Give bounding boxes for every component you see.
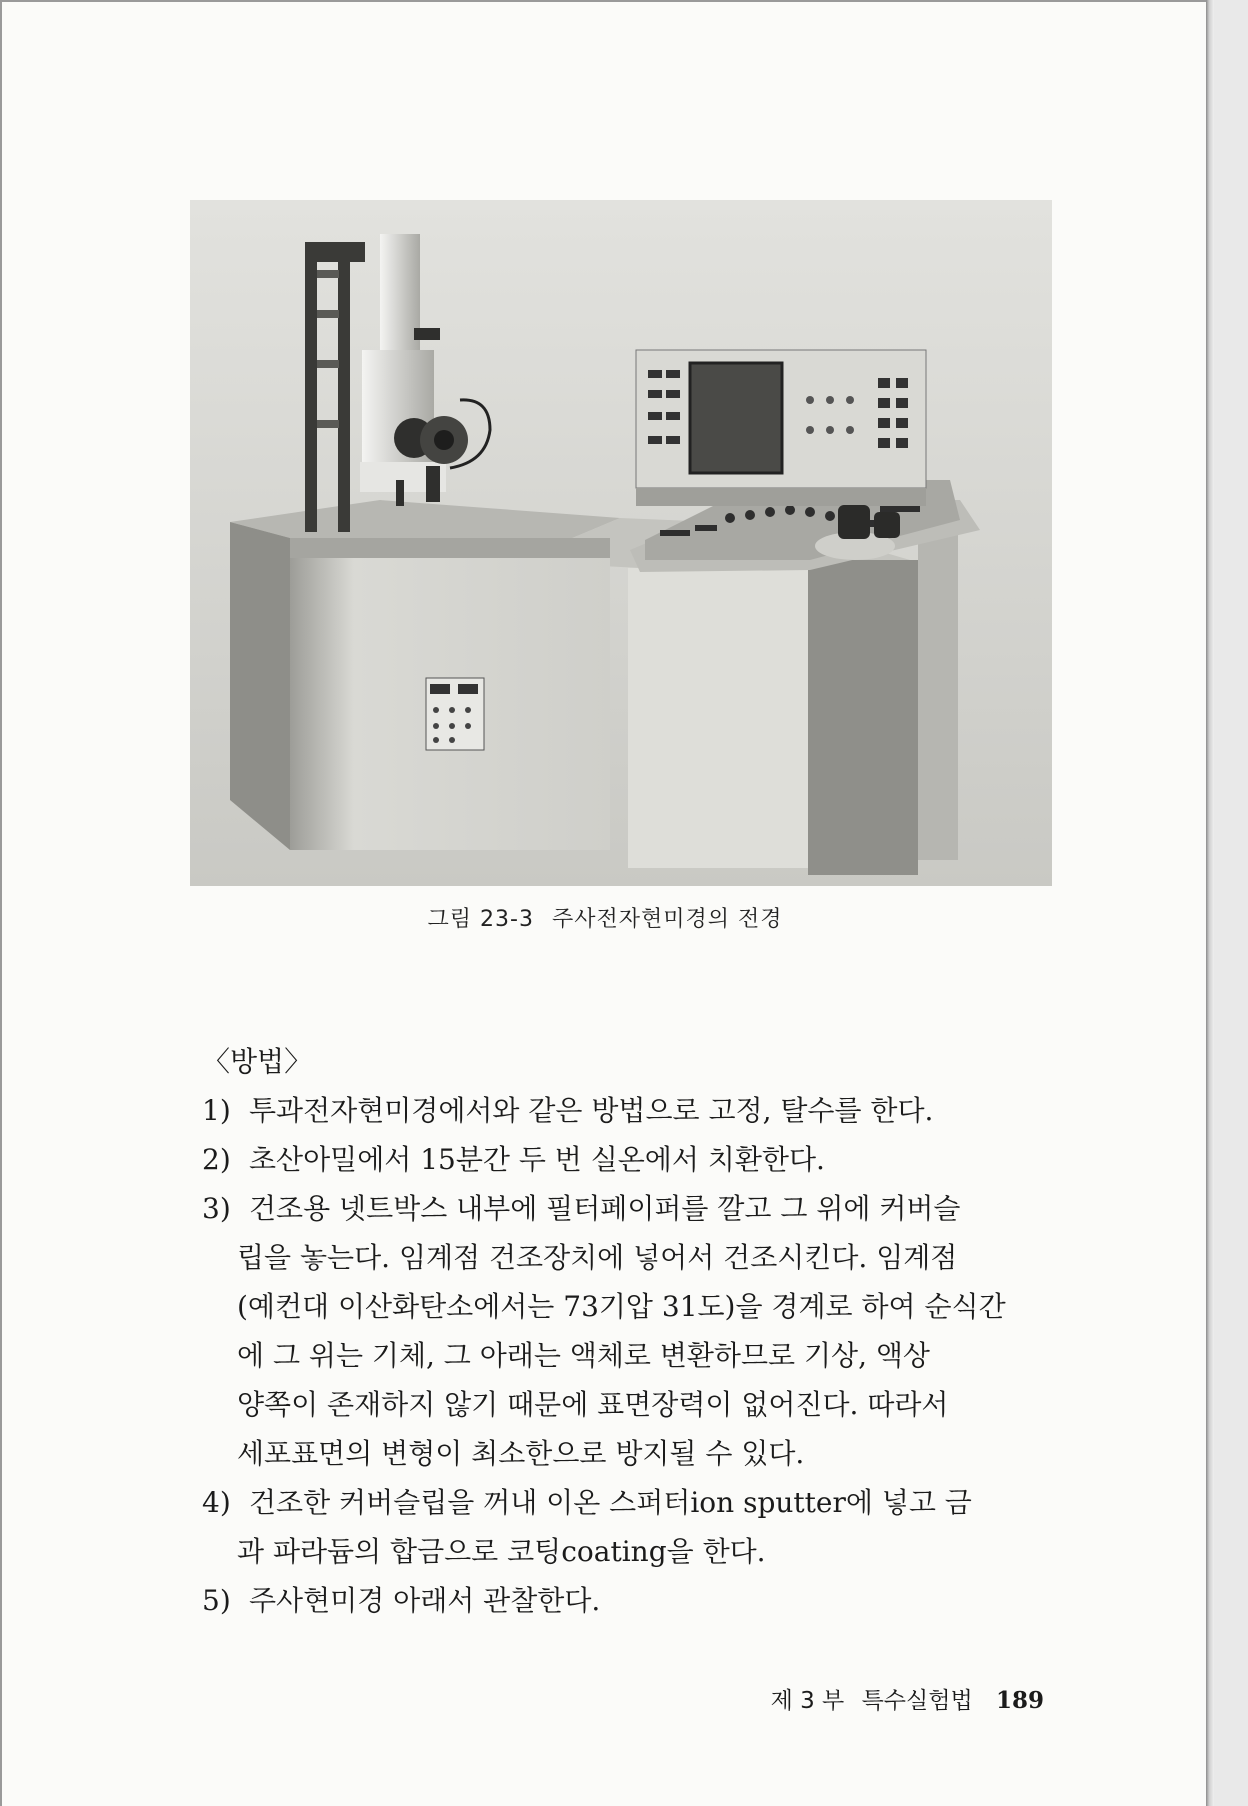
step-number: 2) [202, 1143, 231, 1176]
step-text-line: 과 파라듐의 합금으로 코팅coating을 한다. [237, 1535, 766, 1568]
figure-caption [2, 902, 1208, 933]
sem-photograph [190, 200, 1052, 886]
step-text: 초산아밀에서 15분간 두 번 실온에서 치환한다. [249, 1143, 825, 1176]
method-steps [202, 1086, 1087, 1625]
step-number: 1) [202, 1094, 231, 1127]
step-text-line: (예컨대 이산화탄소에서는 73기압 31도)을 경계로 하여 순식간 [237, 1290, 1006, 1323]
step-text-line: 양쪽이 존재하지 않기 때문에 표면장력이 없어진다. 따라서 [237, 1388, 949, 1421]
step-number: 5) [202, 1584, 231, 1617]
step-number: 4) [202, 1486, 231, 1519]
step-1 [202, 1086, 1087, 1135]
step-text-line: 세포표면의 변형이 최소한으로 방지될 수 있다. [237, 1437, 805, 1470]
footer-chapter: 특수실험법 [861, 1688, 973, 1714]
figure-label: 그림 23-3 [427, 907, 534, 932]
footer-part: 제 3 부 [770, 1688, 845, 1714]
running-footer [761, 1682, 1044, 1715]
step-text-line: 립을 놓는다. 임계점 건조장치에 넣어서 건조시킨다. 임계점 [237, 1241, 958, 1274]
step-4 [202, 1478, 1087, 1576]
step-3 [202, 1184, 1087, 1478]
page-edge-shadow [1206, 0, 1214, 1806]
step-number: 3) [202, 1192, 231, 1225]
sem-illustration [190, 200, 1052, 886]
page-number: 189 [995, 1687, 1044, 1714]
step-text-line: 에 그 위는 기체, 그 아래는 액체로 변환하므로 기상, 액상 [237, 1339, 930, 1372]
step-text: 건조한 커버슬립을 꺼내 이온 스퍼터ion sputter에 넣고 금 [249, 1486, 972, 1519]
step-text: 투과전자현미경에서와 같은 방법으로 고정, 탈수를 한다. [249, 1094, 934, 1127]
step-text: 주사현미경 아래서 관찰한다. [249, 1584, 601, 1617]
figure-title: 주사전자현미경의 전경 [551, 907, 783, 932]
step-2 [202, 1135, 1087, 1184]
step-text: 건조용 넷트박스 내부에 필터페이퍼를 깔고 그 위에 커버슬 [249, 1192, 961, 1225]
section-heading: 〈방법〉 [202, 1045, 313, 1078]
step-5 [202, 1576, 1087, 1625]
